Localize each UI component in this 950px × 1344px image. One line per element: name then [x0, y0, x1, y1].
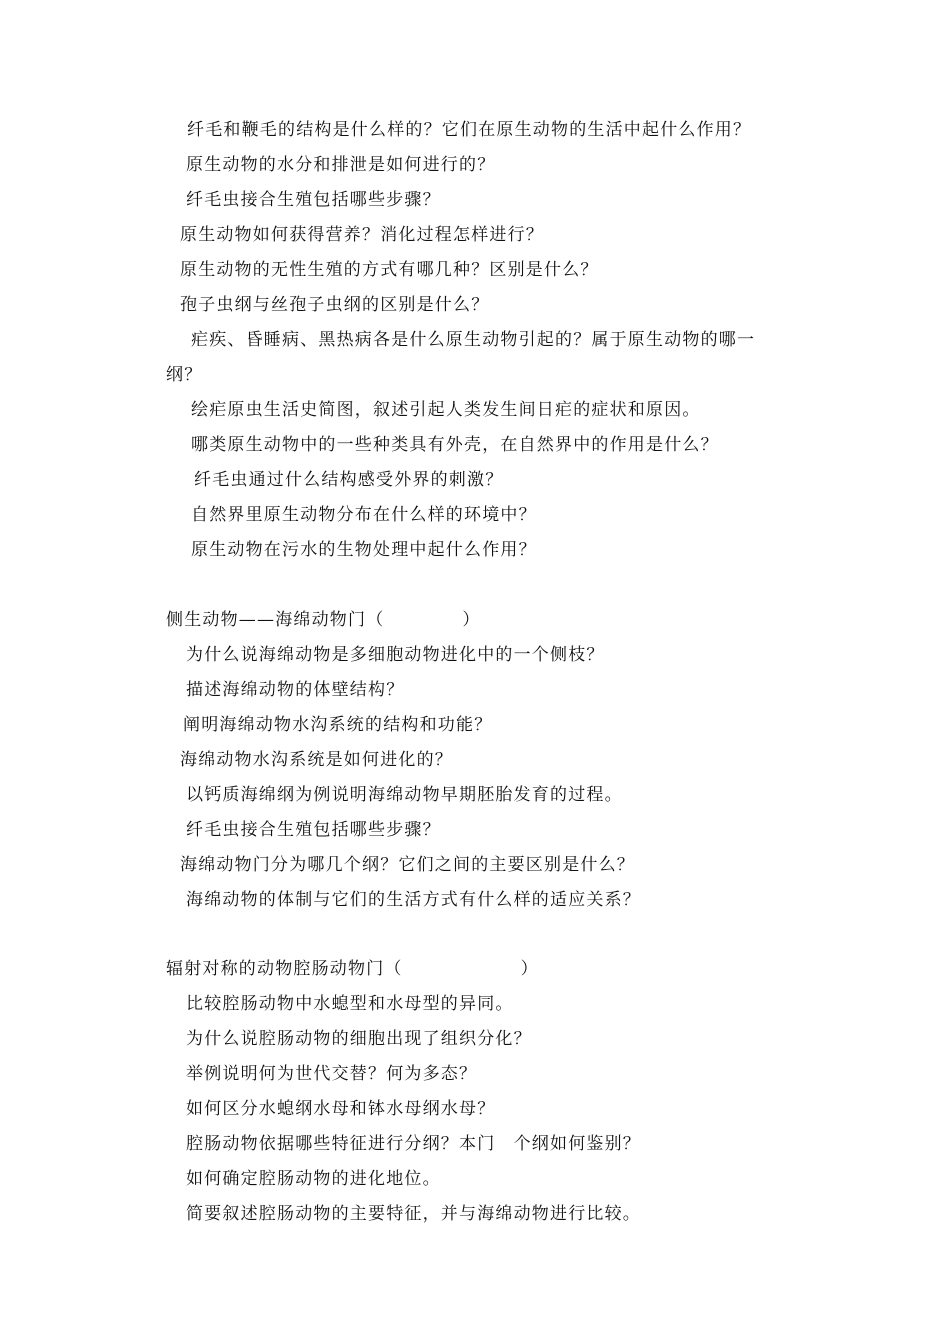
section-heading-close: ）	[520, 959, 539, 979]
question-line-continuation: 纲？	[166, 365, 203, 385]
question-line: 原生动物的无性生殖的方式有哪几种？区别是什么？	[180, 260, 599, 280]
section-heading-sponges	[166, 609, 481, 631]
section-heading-close: ）	[462, 610, 481, 630]
question-line: 腔肠动物依据哪些特征进行分纲？本门 个纲如何鉴别？	[186, 1134, 641, 1154]
question-line: 纤毛虫通过什么结构感受外界的刺激？	[194, 470, 504, 490]
question-line: 简要叙述腔肠动物的主要特征，并与海绵动物进行比较。	[186, 1204, 641, 1224]
question-line: 纤毛虫接合生殖包括哪些步骤？	[186, 820, 441, 840]
question-line: 如何区分水螅纲水母和钵水母纲水母？	[186, 1099, 496, 1119]
question-line: 为什么说腔肠动物的细胞出现了组织分化？	[186, 1029, 532, 1049]
question-line: 以钙质海绵纲为例说明海绵动物早期胚胎发育的过程。	[186, 785, 623, 805]
section-heading-text: 侧生动物——海绵动物门（	[166, 610, 385, 630]
question-line: 纤毛和鞭毛的结构是什么样的？它们在原生动物的生活中起什么作用？	[187, 120, 752, 140]
question-line: 哪类原生动物中的一些种类具有外壳，在自然界中的作用是什么？	[191, 435, 719, 455]
question-line: 自然界里原生动物分布在什么样的环境中？	[191, 505, 537, 525]
question-line: 描述海绵动物的体壁结构？	[186, 680, 405, 700]
question-line: 举例说明何为世代交替？何为多态？	[186, 1064, 478, 1084]
question-line: 孢子虫纲与丝孢子虫纲的区别是什么？	[180, 295, 490, 315]
question-line: 如何确定腔肠动物的进化地位。	[186, 1169, 441, 1189]
question-line: 绘疟原虫生活史简图，叙述引起人类发生间日疟的症状和原因。	[191, 400, 701, 420]
question-line: 原生动物如何获得营养？消化过程怎样进行？	[180, 225, 544, 245]
question-line: 比较腔肠动物中水螅型和水母型的异同。	[186, 994, 514, 1014]
question-line: 海绵动物水沟系统是如何进化的？	[180, 750, 453, 770]
question-line: 海绵动物门分为哪几个纲？它们之间的主要区别是什么？	[180, 855, 635, 875]
section-heading-coelenterates	[166, 958, 539, 980]
question-line: 为什么说海绵动物是多细胞动物进化中的一个侧枝？	[186, 645, 605, 665]
question-line: 疟疾、昏睡病、黑热病各是什么原生动物引起的？属于原生动物的哪一	[191, 330, 756, 350]
question-line: 阐明海绵动物水沟系统的结构和功能？	[183, 715, 493, 735]
question-line: 纤毛虫接合生殖包括哪些步骤？	[186, 190, 441, 210]
question-line: 原生动物的水分和排泄是如何进行的？	[186, 155, 496, 175]
section-heading-text: 辐射对称的动物腔肠动物门（	[166, 959, 403, 979]
question-line: 原生动物在污水的生物处理中起什么作用？	[191, 540, 537, 560]
question-line: 海绵动物的体制与它们的生活方式有什么样的适应关系？	[186, 890, 641, 910]
